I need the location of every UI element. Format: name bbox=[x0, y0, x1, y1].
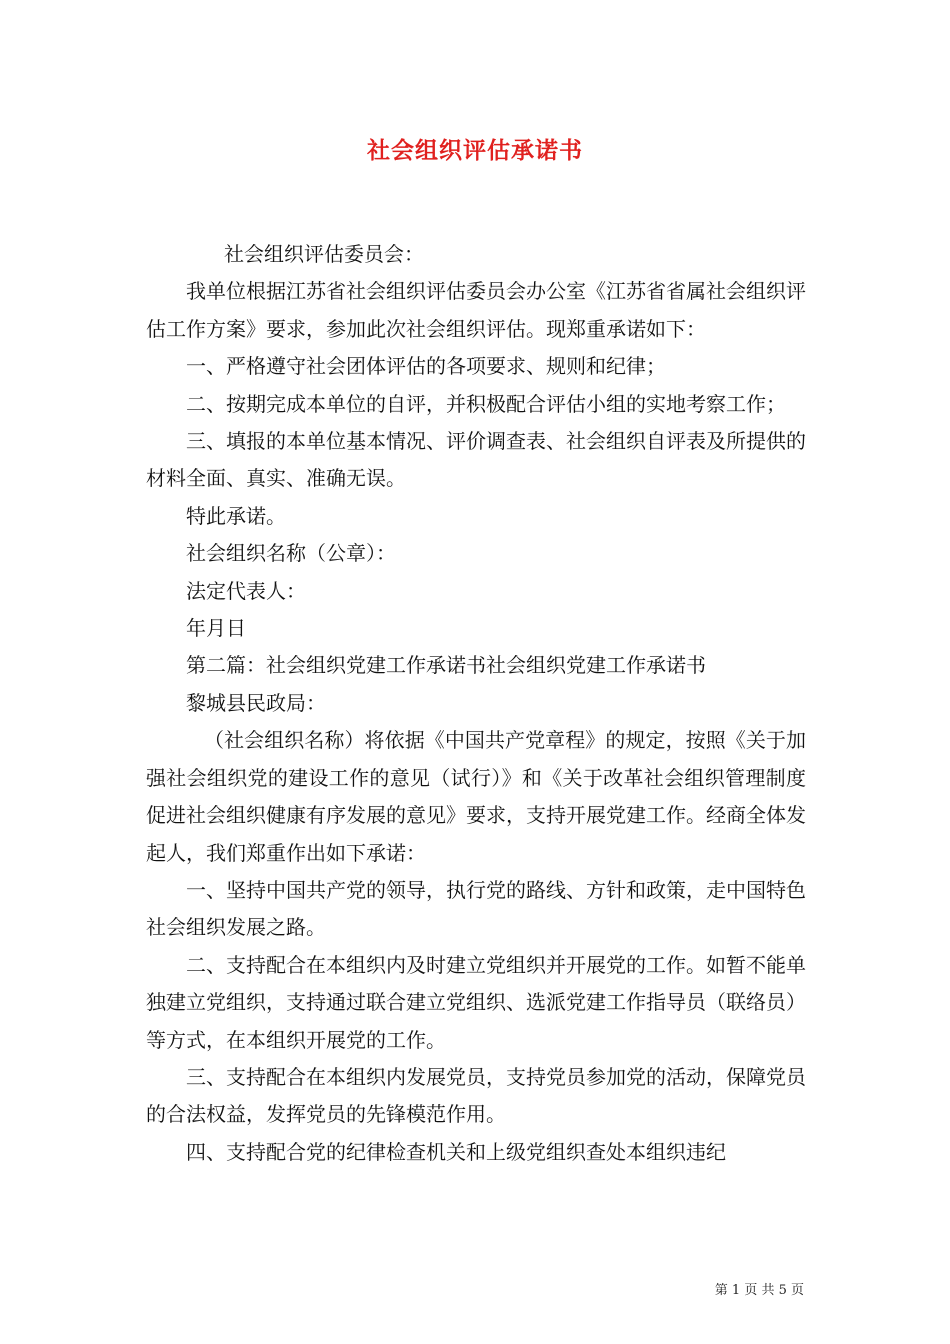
paragraph-item-1: 一、严格遵守社会团体评估的各项要求、规则和纪律； bbox=[186, 354, 666, 379]
salutation-committee: 社会组织评估委员会： bbox=[224, 242, 424, 266]
salutation-bureau: 黎城县民政局： bbox=[186, 690, 326, 715]
paragraph-intro: 我单位根据江苏省社会组织评估委员会办公室《江苏省省属社会组织评估工作方案》要求，参加此次社会组织评估。现郑重承诺如下： bbox=[146, 279, 806, 341]
paragraph-item-3: 三、填报的本单位基本情况、评价调查表、社会组织自评表及所提供的材料全面、真实、准确无误。 bbox=[146, 429, 806, 491]
document-body bbox=[146, 236, 806, 1171]
paragraph-pledge-1: 一、坚持中国共产党的领导，执行党的路线、方针和政策，走中国特色社会组织发展之路。 bbox=[146, 877, 806, 940]
paragraph-section-two-heading: 第二篇：社会组织党建工作承诺书社会组织党建工作承诺书 bbox=[186, 653, 706, 678]
paragraph-org-name: 社会组织名称（公章）： bbox=[186, 541, 396, 566]
paragraph-pledge-2: 二、支持配合在本组织内及时建立党组织并开展党的工作。如暂不能单独建立党组织，支持通过联合建立党组织、选派党建工作指导员（联络员）等方式，在本组织开展党的工作。 bbox=[146, 952, 806, 1052]
paragraph-pledge-4: 四、支持配合党的纪律检查机关和上级党组织查处本组织违纪 bbox=[186, 1139, 726, 1164]
document-title: 社会组织评估承诺书 bbox=[367, 137, 583, 164]
paragraph-date: 年月日 bbox=[186, 616, 246, 641]
page-number: 第 1 页 共 5 页 bbox=[714, 1283, 804, 1298]
paragraph-closing: 特此承诺。 bbox=[186, 503, 286, 528]
paragraph-item-2: 二、按期完成本单位的自评，并积极配合评估小组的实地考察工作； bbox=[186, 391, 786, 416]
paragraph-legal-rep: 法定代表人： bbox=[186, 578, 306, 603]
paragraph-basis: （社会组织名称）将依据《中国共产党章程》的规定，按照《关于加强社会组织党的建设工作的意见（试行）》和《关于改革社会组织管理制度促进社会组织健康有序发展的意见》要求，支持开展党建工作。经商全体发起人，我们郑重作出如下承诺： bbox=[146, 728, 806, 865]
paragraph-pledge-3: 三、支持配合在本组织内发展党员，支持党员参加党的活动，保障党员的合法权益，发挥党员的先锋模范作用。 bbox=[146, 1064, 806, 1127]
